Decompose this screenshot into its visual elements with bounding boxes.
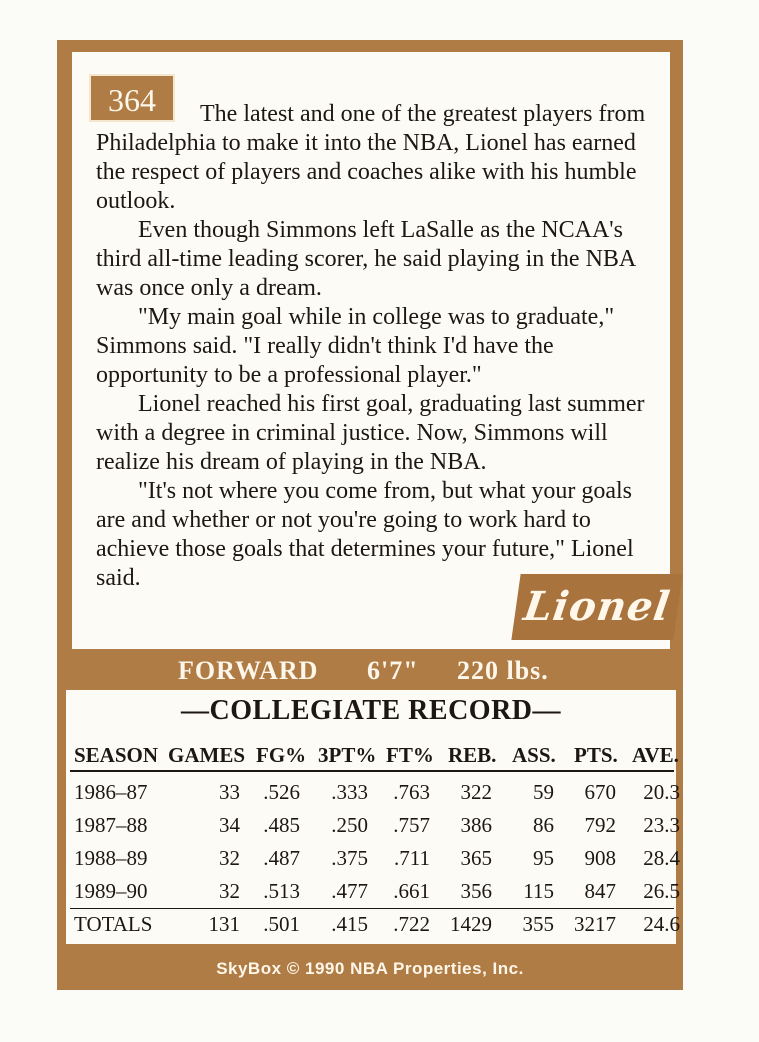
signature: Lionel (511, 574, 682, 640)
table-row-cell: 34 (219, 813, 240, 837)
height: 6'7" (367, 656, 419, 685)
table-row-cell: 26.5 (643, 879, 680, 903)
bio-paragraph-5: "It's not where you come from, but what your goals are and whether or not you're going to work hard to achieve those goals that determines your future," Lionel said. (96, 478, 634, 591)
column-header: REB. (448, 743, 497, 767)
totals-row-cell: .415 (331, 912, 368, 936)
table-row-cell: .757 (393, 813, 430, 837)
totals-row-cell: 24.6 (643, 912, 680, 936)
table-row-cell: .477 (331, 879, 368, 903)
header-rule (70, 770, 674, 772)
totals-row-cell: .722 (393, 912, 430, 936)
table-row-cell: .487 (263, 846, 300, 870)
table-row-cell: 365 (460, 846, 492, 870)
copyright-footer: SkyBox © 1990 NBA Properties, Inc. (216, 959, 524, 978)
table-row-cell: .485 (263, 813, 300, 837)
table-row-cell: .526 (263, 780, 300, 804)
column-header: ASS. (512, 743, 556, 767)
table-row-cell: 1987–88 (74, 813, 148, 837)
table-row-cell: .375 (331, 846, 368, 870)
column-header: 3PT% (318, 743, 377, 767)
column-header: FT% (386, 743, 434, 767)
totals-row-cell: TOTALS (74, 912, 153, 936)
table-row-cell: .711 (394, 846, 430, 870)
table-row-cell: 1988–89 (74, 846, 148, 870)
position: FORWARD (178, 656, 319, 685)
table-row-cell: 670 (584, 780, 616, 804)
card-number: 364 (89, 74, 175, 122)
table-row-cell: .513 (263, 879, 300, 903)
table-row-cell: 59 (533, 780, 554, 804)
player-info-line (72, 653, 670, 689)
table-row-cell: 115 (523, 879, 554, 903)
bio-paragraph-3: "My main goal while in college was to graduate," Simmons said. "I really didn't think I'd have the opportunity to be a professional player." (96, 304, 615, 388)
bio-paragraph-1: The latest and one of the greatest players from Philadelphia to make it into the NBA, Lionel has earned the respect of players and coaches alike with his humble outlook. (96, 101, 646, 214)
table-row-cell: 28.4 (643, 846, 680, 870)
table-row-cell: 33 (219, 780, 240, 804)
table-row-cell: 1986–87 (74, 780, 148, 804)
table-row-cell: 356 (460, 879, 492, 903)
column-header: GAMES (168, 743, 246, 767)
table-row-cell: 1989–90 (74, 879, 148, 903)
totals-row-cell: 3217 (574, 912, 616, 936)
weight: 220 lbs. (457, 656, 549, 685)
table-row-cell: 32 (219, 846, 240, 870)
column-header: PTS. (574, 743, 618, 767)
table-row-cell: 908 (584, 846, 616, 870)
table-row-cell: 847 (584, 879, 616, 903)
bio-paragraph-4: Lionel reached his first goal, graduating last summer with a degree in criminal justice. Now, Simmons will realize his dream of playing in the NBA. (96, 391, 645, 475)
table-row-cell: 95 (533, 846, 554, 870)
totals-row-cell: 131 (208, 912, 240, 936)
totals-row-cell: 355 (522, 912, 554, 936)
table-row-cell: 792 (584, 813, 616, 837)
record-title: —COLLEGIATE RECORD— (180, 695, 562, 726)
table-row-cell: .661 (393, 879, 430, 903)
table-row-cell: .763 (393, 780, 430, 804)
table-row-cell: 322 (460, 780, 492, 804)
column-header: SEASON (74, 743, 159, 767)
column-header: FG% (256, 743, 307, 767)
totals-row-cell: 1429 (450, 912, 492, 936)
totals-row-cell: .501 (263, 912, 300, 936)
bio-text (96, 100, 670, 593)
bio-paragraph-2: Even though Simmons left LaSalle as the NCAA's third all-time leading scorer, he said playing in the NBA was once only a dream. (96, 217, 635, 301)
table-row-cell: 86 (533, 813, 554, 837)
table-row-cell: .250 (331, 813, 368, 837)
table-row-cell: 386 (460, 813, 492, 837)
table-row-cell: .333 (331, 780, 368, 804)
table-row-cell: 23.3 (643, 813, 680, 837)
totals-rule (70, 908, 674, 909)
table-row-cell: 20.3 (643, 780, 680, 804)
table-row-cell: 32 (219, 879, 240, 903)
column-header: AVE. (632, 743, 679, 767)
